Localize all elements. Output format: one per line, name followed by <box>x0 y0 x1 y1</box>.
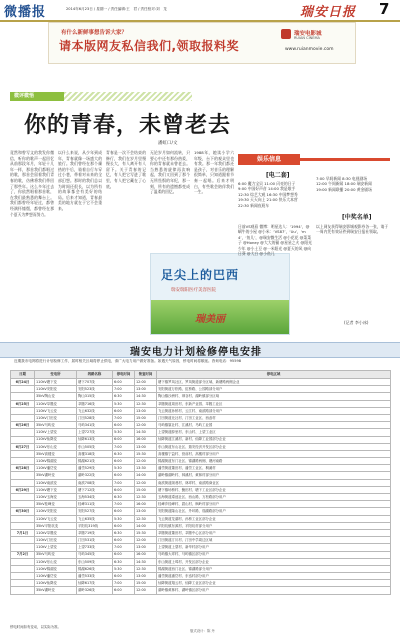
table-cell: 潘岱533线 <box>77 573 113 580</box>
table-cell: 35kV高楼变 <box>35 450 77 457</box>
table-cell: 5:30 <box>113 400 135 407</box>
table-cell: 陶山镇沙洲村、荆谷村、湖岭镇部分区域 <box>157 393 391 400</box>
table-cell: 6月25日 <box>11 400 35 407</box>
ent-section-3-winners: 日前VS观看 微博：明星达人：‘1994’，@蜗牛的小屋 @小米：‘VS87’，‘Uu’，‘m4’，‘鱼儿’，@瑞安微生活 @小花花 @菜菜子 @Honey @大大的猫 @星星之火 @阳光少年 @小土豆 @一米阳光 @夏天的风 @向日葵 @大白 @小鱼儿 <box>238 224 312 257</box>
table-cell: 潘岱529线 <box>77 465 113 472</box>
table-cell <box>11 515 35 522</box>
table-cell: 110kV塘下变 <box>35 486 77 493</box>
table-cell: 马屿镇大垟村、马屿镇区部分用户 <box>157 551 391 558</box>
table-cell: 仙降617线 <box>77 580 113 587</box>
table-row <box>11 587 391 594</box>
table-cell: 6:30 <box>113 529 135 536</box>
table-row <box>11 508 391 515</box>
table-cell: 安阳527线 <box>77 508 113 515</box>
table-cell: 桂峰乡桂峰村、碧山村、枫岭村部分用户 <box>157 501 391 508</box>
table-row <box>11 494 391 501</box>
table-cell: 110kV上望变 <box>35 544 77 551</box>
table-cell: 湖岭镇湖岭村、林溪村、黄林村部分用户 <box>157 472 391 479</box>
table-row <box>11 515 391 522</box>
table-row <box>11 414 391 421</box>
table-cell: 潘岱街道董田村、潘岱工业区、桐溪村 <box>157 465 391 472</box>
table-cell: 6月29日 <box>11 486 35 493</box>
table-cell: 15:30 <box>135 529 157 536</box>
table-cell: 6:00 <box>113 486 135 493</box>
table-cell: 35kV马屿变 <box>35 422 77 429</box>
table-cell: 5:30 <box>113 565 135 572</box>
table-cell: 汀田街道汀川村、汀田中学周边区域 <box>157 537 391 544</box>
ent-section-1-item: 6:00 魔力宝贝 11:00 闪亮的日子 9:00 中国好声音 14:00 我是歌手 12:30 综艺大观 16:30 中国梦想秀 19:30 天天向上 21:00 快乐大本营 22:30 新闻夜班车 <box>238 181 298 208</box>
column-header: 变电所 <box>35 371 77 379</box>
page-number: 7 <box>379 0 390 18</box>
table-row <box>11 407 391 414</box>
table-cell: 安阳523线 <box>77 386 113 393</box>
table-cell: 陶山315线 <box>77 393 113 400</box>
table-cell: 110kV上望变 <box>35 429 77 436</box>
table-cell: 15:30 <box>135 450 157 457</box>
table-cell: 上望727线 <box>77 429 113 436</box>
table-cell: 110kV锦湖变 <box>35 565 77 572</box>
table-cell: 仙降613线 <box>77 436 113 443</box>
table-cell: 13:00 <box>135 573 157 580</box>
table-cell: 塘下镇场桥村、鲍田村、塘下工业区部分企业 <box>157 486 391 493</box>
table-cell: 锦湖街道东门社区、锦湖路两侧、塘河南路 <box>157 458 391 465</box>
table-cell: 6:00 <box>113 551 135 558</box>
table-cell <box>11 472 35 479</box>
table-cell: 东山505线 <box>77 443 113 450</box>
table-cell: 汀田街道北社村、汀田工业区、西岙村 <box>157 414 391 421</box>
table-row <box>11 551 391 558</box>
table-row <box>11 501 391 508</box>
essay-column-2: 以什么来说，从少年到成年，青春就像一场盛大的旅行。我们曾经在那个燥热的午后，骑着自行车穿过小巷，带着对未来的全部幻想。那时的我们总以为时间还很长，以为所有的故事都会有美好的结局。后来才知道，青春最美的地方就在于它不会重来。 <box>58 150 102 211</box>
table-cell: 6月27日 <box>11 443 35 450</box>
table-cell: 110kV汀田变 <box>35 414 77 421</box>
table-cell: 玉海街道虞池社区、西山路、万松路部分用户 <box>157 494 391 501</box>
table-cell: 安阳街道隆山社区、外环路、瑞湖路部分用户 <box>157 508 391 515</box>
table-row <box>11 429 391 436</box>
table-cell: 16:00 <box>135 501 157 508</box>
table-cell: 东山509线 <box>77 558 113 565</box>
table-cell: 6:30 <box>113 393 135 400</box>
table-cell: 12:00 <box>135 379 157 386</box>
table-cell: 马屿镇篁社村、江溪村、马屿工业园 <box>157 422 391 429</box>
table-cell: 14:30 <box>135 429 157 436</box>
table-cell: 6月28日 <box>11 465 35 472</box>
table-cell: 15:00 <box>135 414 157 421</box>
editor-note: (记者 李小冰) <box>344 320 369 325</box>
outage-table <box>10 370 391 595</box>
section-tag-stripe <box>64 92 192 101</box>
table-cell: 13:00 <box>135 386 157 393</box>
table-cell: 7:00 <box>113 386 135 393</box>
table-cell: 110kV锦湖变 <box>35 458 77 465</box>
table-row <box>11 393 391 400</box>
table-cell: 16:00 <box>135 436 157 443</box>
table-cell: 13:00 <box>135 443 157 450</box>
table-cell: 110kV仙降变 <box>35 580 77 587</box>
notice-intro: 近期我市电网将进行计划检修工作，届时相关区域将停止供电，请广大电力用户做好准备。如遇天气原因，停电时间将顺延。咨询电话：95598 <box>14 359 242 363</box>
table-cell <box>11 537 35 544</box>
table-cell <box>11 494 35 501</box>
table-cell: 飞云632线 <box>77 407 113 414</box>
table-cell: 仙降街道翔云村、仙降工业区部分企业 <box>157 580 391 587</box>
table-cell: 6:00 <box>113 587 135 594</box>
table-cell: 塘下707线 <box>77 379 113 386</box>
table-cell <box>11 522 35 529</box>
table-row <box>11 558 391 565</box>
footer-note: 停电时间如有变动，以实际为准。 <box>10 625 61 629</box>
table-cell: 110kV飞云变 <box>35 407 77 414</box>
table-cell: 南滨708线 <box>77 479 113 486</box>
table-row <box>11 400 391 407</box>
table-cell: 110kV莘塍变 <box>35 529 77 536</box>
table-cell: 锦湖626线 <box>77 565 113 572</box>
table-cell: 马屿345线 <box>77 551 113 558</box>
column-header: 线路名称 <box>77 371 113 379</box>
table-cell: 7:00 <box>113 501 135 508</box>
footer-credit: 版式设计：陈 丹 <box>190 629 215 633</box>
table-cell: 6:00 <box>113 458 135 465</box>
table-cell <box>11 429 35 436</box>
table-cell: 6:00 <box>113 573 135 580</box>
ent-section-title-3: [中奖名单] <box>342 214 372 221</box>
table-cell <box>11 450 35 457</box>
table-cell: 上望街道薛里村、东山村、上望工业区 <box>157 429 391 436</box>
essay-column-5: 1988年，她读小学六年级，台下的观众里也有我。那一年我们都还是孩子，对音乐的理解很简单，只知道跟着节奏一起唱。后来才明白，有些歌会陪伴我们一生。 <box>194 150 234 195</box>
outage-table-body <box>11 379 391 595</box>
ad-small-text: 有什么新鲜事想告诉大家？ <box>61 30 128 36</box>
table-cell: 飞云635线 <box>77 515 113 522</box>
table-cell: 12:30 <box>135 400 157 407</box>
table-cell: 35kV陶山变 <box>35 393 77 400</box>
table-cell: 东山街道上埠村、开发区部分企业 <box>157 558 391 565</box>
ent-section-title-1: [电二套] <box>266 172 290 179</box>
column-header: 停电时间 <box>113 371 135 379</box>
table-cell <box>11 587 35 594</box>
table-cell: 6:30 <box>113 494 135 501</box>
table-cell: 14:30 <box>135 393 157 400</box>
masthead-info: 2014年6月23日 / 星期一 / 责任编辑:王 君 / 责任校对:刘 龙 <box>66 7 167 11</box>
column-header: 停电区域 <box>157 371 391 379</box>
newspaper-brand: 瑞安日报 <box>300 5 357 20</box>
table-row <box>11 436 391 443</box>
table-row <box>11 522 391 529</box>
table-cell: 安阳街道万松路、虹桥路、公园路部分用户 <box>157 386 391 393</box>
reader-tip-ad-banner[interactable] <box>48 22 356 64</box>
table-cell: 莘塍719线 <box>77 529 113 536</box>
table-cell: 6:00 <box>113 379 135 386</box>
table-row <box>11 465 391 472</box>
table-cell: 110kV飞云变 <box>35 515 77 522</box>
table-cell <box>11 458 35 465</box>
table-row <box>11 529 391 536</box>
cinema-name: 瑞安电影城 <box>294 31 322 37</box>
table-cell: 仙降街道江溪村、新村、仙降工业园部分企业 <box>157 436 391 443</box>
table-cell: 110kV玉海变 <box>35 494 77 501</box>
table-cell: 110kV潘岱变 <box>35 573 77 580</box>
table-cell: 湖岭326线 <box>77 587 113 594</box>
table-cell: 110kV安阳变 <box>35 386 77 393</box>
table-cell: 110kV潘岱变 <box>35 465 77 472</box>
table-cell <box>11 479 35 486</box>
table-cell: 7:00 <box>113 544 135 551</box>
table-cell: 7:00 <box>113 414 135 421</box>
table-cell: 莘塍716线 <box>77 400 113 407</box>
essay-column-1: 竟然和曾写文的我发你微信，听你的歌声一起回忆从前那段年月，年轻十几年一样，那首我们都唱过的歌，那首会留着我们青春的歌，仿佛将我们带回了那些年。这么多年过去了，你依然唱着那首歌，在我们最熟悉的舞台上。我们都曾经年轻过，都曾经满怀憧憬，都曾经在那个夏天为梦想而努力。 <box>10 150 54 217</box>
table-cell: 南滨街道阁巷村、林垟村、南滨路商业区 <box>157 479 391 486</box>
table-row <box>11 486 391 493</box>
table-row <box>11 450 391 457</box>
table-cell: 上望街道上望村、新华村部分用户 <box>157 544 391 551</box>
table-cell: 6:00 <box>113 422 135 429</box>
table-cell: 桂峰311线 <box>77 501 113 508</box>
table-cell: 5:30 <box>113 515 135 522</box>
table-cell: 13:00 <box>135 407 157 414</box>
table-cell: 12:30 <box>135 515 157 522</box>
table-row <box>11 458 391 465</box>
cinema-logo <box>281 27 351 59</box>
table-cell: 5:30 <box>113 465 135 472</box>
table-cell: 湖岭322线 <box>77 472 113 479</box>
cinema-url[interactable]: www.ruianmovie.com <box>285 47 334 52</box>
table-cell: 12:30 <box>135 494 157 501</box>
table-cell: 6月30日 <box>11 508 35 515</box>
table-cell <box>11 558 35 565</box>
table-cell: 潘岱街道潘岱村、东岙村部分用户 <box>157 573 391 580</box>
table-cell: 110kV安阳变 <box>35 508 77 515</box>
table-cell <box>11 544 35 551</box>
table-cell: 锦湖621线 <box>77 458 113 465</box>
section-name: 微播报 <box>4 5 47 20</box>
table-cell: 平阳坑319线 <box>77 522 113 529</box>
table-cell: 6:30 <box>113 558 135 565</box>
table-cell <box>11 407 35 414</box>
table-cell: 110kV东山变 <box>35 443 77 450</box>
table-cell: 汀田528线 <box>77 414 113 421</box>
table-cell: 110kV东山变 <box>35 558 77 565</box>
table-cell: 马屿341线 <box>77 422 113 429</box>
table-cell: 7:00 <box>113 479 135 486</box>
table-cell: 12:00 <box>135 537 157 544</box>
notice-title: 瑞安电力计划检修停电安排 <box>130 347 262 358</box>
table-cell: 35kV湖岭变 <box>35 472 77 479</box>
table-row <box>11 580 391 587</box>
table-cell: 飞云街道孙桥村、云江村、南滨路部分用户 <box>157 407 391 414</box>
table-cell <box>11 565 35 572</box>
table-cell: 15:00 <box>135 580 157 587</box>
table-cell: 15:00 <box>135 486 157 493</box>
promo-slogan: 瑞美丽 <box>195 314 225 325</box>
table-cell: 6月26日 <box>11 422 35 429</box>
table-cell: 7月1日 <box>11 529 35 536</box>
table-row <box>11 565 391 572</box>
table-cell: 12:00 <box>135 458 157 465</box>
entertainment-header-rule <box>300 158 390 161</box>
table-cell: 14:00 <box>135 522 157 529</box>
table-cell: 12:30 <box>135 565 157 572</box>
table-cell: 5:30 <box>113 429 135 436</box>
table-cell: 35kV桂峰变 <box>35 501 77 508</box>
table-cell: 35kV马屿变 <box>35 551 77 558</box>
table-row <box>11 379 391 386</box>
table-row <box>11 443 391 450</box>
table-row <box>11 537 391 544</box>
essay-section-tag: 微评微悟 <box>10 92 64 101</box>
ad-main-text: 请本版网友私信我们,领取报料奖 <box>59 39 240 53</box>
table-cell: 14:30 <box>135 558 157 565</box>
table-row <box>11 573 391 580</box>
table-cell: 平阳坑镇东源村、平阳坑村部分用户 <box>157 522 391 529</box>
table-cell: 锦湖街道西门社区、锦湖路部分用户 <box>157 565 391 572</box>
table-cell <box>11 386 35 393</box>
table-cell <box>11 393 35 400</box>
table-cell <box>11 436 35 443</box>
table-cell: 塘下镇罗凤社区、罗凤街道部分区域、新塘路两侧企业 <box>157 379 391 386</box>
table-cell <box>11 573 35 580</box>
table-cell: 莘塍街道董田村、莘塍中心区部分用户 <box>157 529 391 536</box>
ent-section-3-claim-note: 以上网友获得瑞安影城观影券各一张，请于一周内凭有效证件到瑞安日报社领取。 <box>316 224 389 235</box>
table-row <box>11 544 391 551</box>
table-cell: 12:00 <box>135 422 157 429</box>
table-cell: 13:30 <box>135 465 157 472</box>
table-cell: 16:00 <box>135 551 157 558</box>
cinema-logo-icon <box>281 29 291 39</box>
table-cell <box>11 580 35 587</box>
table-cell: 110kV仙降变 <box>35 436 77 443</box>
table-cell: 7月2日 <box>11 551 35 558</box>
table-cell: 7:00 <box>113 443 135 450</box>
table-cell: 汀田531线 <box>77 537 113 544</box>
table-cell: 玉海534线 <box>77 494 113 501</box>
table-cell: 110kV塘下变 <box>35 379 77 386</box>
table-cell: 12:00 <box>135 587 157 594</box>
table-cell <box>11 501 35 508</box>
essay-column-3: 青春是一次不会结束的修行，我们在岁月里慢慢长大，有人离开有人留下。关于青春的记忆，有人把它写进了歌里，有人把它藏在了心底。 <box>106 150 146 189</box>
table-cell: 110kV汀田变 <box>35 537 77 544</box>
promo-sponsor: 瑞安瑞阳医疗美容医院 <box>171 288 216 293</box>
table-cell: 6月24日 <box>11 379 35 386</box>
table-cell: 飞云街道龙湖村、孙桥工业区部分企业 <box>157 515 391 522</box>
table-cell: 13:00 <box>135 508 157 515</box>
table-cell: 6:00 <box>113 472 135 479</box>
table-cell: 35kV湖岭变 <box>35 587 77 594</box>
table-cell: 6:30 <box>113 450 135 457</box>
table-cell: 13:00 <box>135 544 157 551</box>
table-cell <box>11 414 35 421</box>
table-cell: 湖岭镇黄林村、湖岭镇区部分用户 <box>157 587 391 594</box>
table-cell: 塘下712线 <box>77 486 113 493</box>
table-cell: 高楼318线 <box>77 450 113 457</box>
promo-title: 足尖上的巴西 <box>161 268 240 282</box>
essay-column-4: 无论岁月如何流转，只要心中还有那份热爱，你的青春就未曾老去。当熟悉的旋律再次响起，我们又回到了那个无所畏惧的年纪，那一刻，所有的遗憾都变成了温柔的回忆。 <box>150 150 190 195</box>
table-cell: 110kV南滨变 <box>35 479 77 486</box>
table-row <box>11 386 391 393</box>
table-cell: 35kV平阳坑变 <box>35 522 77 529</box>
table-row <box>11 479 391 486</box>
table-cell: 6:00 <box>113 436 135 443</box>
table-row <box>11 422 391 429</box>
table-cell: 莘塍街道周田村、东新产业园、莘塍工业区 <box>157 400 391 407</box>
table-header-row <box>11 371 391 379</box>
table-cell: 6:00 <box>113 522 135 529</box>
entertainment-header: 娱乐信息 <box>238 154 300 165</box>
essay-title: 你的青春，未曾老去 <box>24 113 232 138</box>
table-cell: 14:00 <box>135 472 157 479</box>
table-cell: 6:00 <box>113 508 135 515</box>
cinema-name-en: RUIAN CINEMA <box>294 36 320 40</box>
ent-section-2-item: 7:00 早间新闻 8:30 电视剧场 12:00 午间新闻 18:00 瑞安新闻 19:00 新闻联播 20:00 黄金剧场 <box>316 176 372 192</box>
table-cell: 6:00 <box>113 537 135 544</box>
table-row <box>11 472 391 479</box>
table-cell: 110kV莘塍变 <box>35 400 77 407</box>
table-cell: 东山街道东山社区、瑞安经济开发区部分企业 <box>157 443 391 450</box>
column-header: 日期 <box>11 371 35 379</box>
essay-author: 潘虹口/文 <box>158 141 178 146</box>
table-cell: 12:00 <box>135 479 157 486</box>
table-cell: 6:00 <box>113 407 135 414</box>
column-header: 恢复时间 <box>135 371 157 379</box>
table-cell: 高楼镇宁益村、营前村、高楼村部分用户 <box>157 450 391 457</box>
table-cell: 上望733线 <box>77 544 113 551</box>
table-cell: 7:00 <box>113 580 135 587</box>
